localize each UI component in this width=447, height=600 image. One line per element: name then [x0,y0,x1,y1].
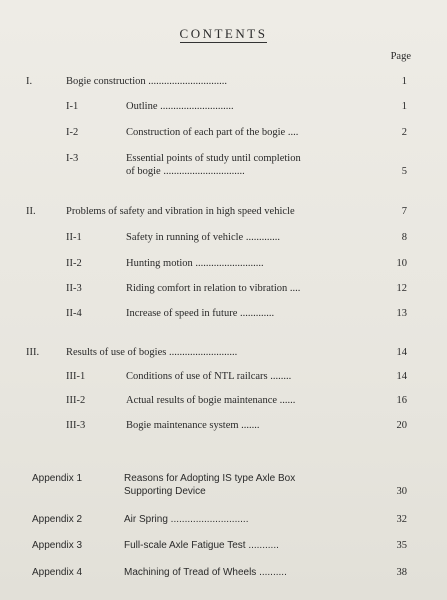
toc-number: I-2 [66,127,79,138]
toc-entry [0,152,447,180]
toc-title: Safety in running of vehicle ............. [126,232,280,243]
toc-page: 14 [396,371,407,382]
toc-title-continued: of bogie ............................... [126,166,245,177]
toc-number: III-3 [66,420,86,431]
toc-title: Conditions of use of NTL railcars ........ [126,371,292,382]
toc-title: Full-scale Axle Fatigue Test ........... [124,540,279,551]
toc-page: 1 [401,101,407,112]
toc-page: 2 [401,127,407,138]
toc-page: 30 [396,486,407,497]
toc-number: Appendix 3 [32,540,83,551]
toc-title: Reasons for Adopting IS type Axle Box [124,473,296,484]
toc-title: Increase of speed in future ............. [126,308,275,319]
toc-page: 38 [396,567,407,578]
toc-page: 10 [396,258,407,269]
page-column-header: Page [390,51,411,62]
toc-number: Appendix 4 [32,567,83,578]
toc-number: II-2 [66,258,82,269]
toc-title-continued: Supporting Device [124,486,206,497]
toc-title: Results of use of bogies .......................... [66,347,238,358]
toc-number: III-1 [66,371,86,382]
toc-title: Construction of each part of the bogie .... [126,127,299,138]
toc-title: Problems of safety and vibration in high speed vehicle [66,206,295,217]
toc-page: 7 [401,206,407,217]
toc-title: Bogie maintenance system ....... [126,420,260,431]
toc-title: Bogie construction .............................. [66,76,227,87]
toc-number: I-3 [66,153,79,164]
toc-page: 13 [396,308,407,319]
toc-number: II-1 [66,232,82,243]
toc-number: III-2 [66,395,86,406]
toc-page: 5 [401,166,407,177]
toc-title: Essential points of study until completion [126,153,301,164]
toc-page: 35 [396,540,407,551]
toc-number: Appendix 2 [32,514,83,525]
toc-number: II-3 [66,283,82,294]
toc-page: 12 [396,283,407,294]
toc-page: 8 [401,232,407,243]
toc-title: Machining of Tread of Wheels .......... [124,567,287,578]
toc-page: 14 [396,347,407,358]
toc-number: II-4 [66,308,82,319]
toc-number: III. [26,347,40,358]
toc-page: 1 [401,76,407,87]
toc-title: Outline ............................ [126,101,234,112]
toc-number: II. [26,206,36,217]
toc-title: Hunting motion .......................... [126,258,264,269]
toc-entry [0,472,447,500]
toc-page: 16 [396,395,407,406]
toc-number: I. [26,76,33,87]
toc-page: 32 [396,514,407,525]
toc-page: 20 [396,420,407,431]
toc-number: I-1 [66,101,79,112]
toc-title: Actual results of bogie maintenance ...... [126,395,296,406]
bleed-through-text [40,10,437,20]
toc-number: Appendix 1 [32,473,83,484]
contents-title: CONTENTS [179,26,268,41]
toc-title: Riding comfort in relation to vibration .... [126,283,301,294]
toc-title: Air Spring ............................ [124,514,249,525]
